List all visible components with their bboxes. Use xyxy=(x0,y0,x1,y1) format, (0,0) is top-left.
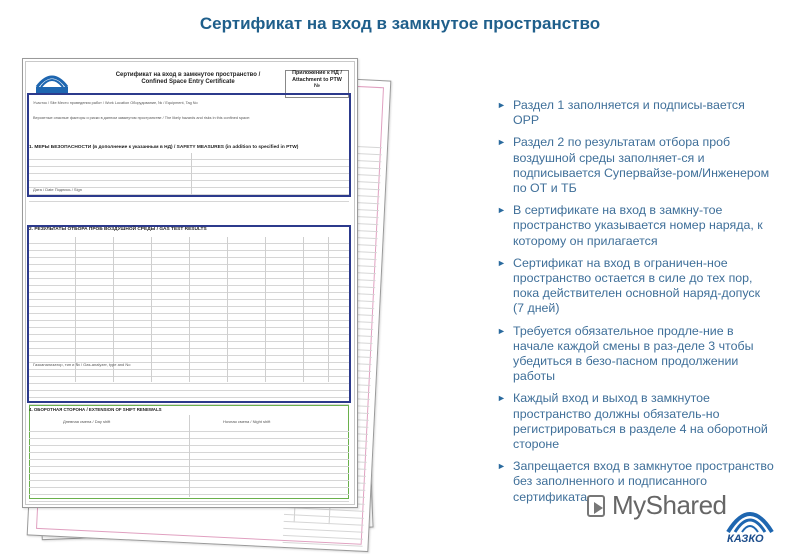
section-4-heading: 4. ОБОРОТНАЯ СТОРОНА / EXTENSION OF SHIFT RENEWALS xyxy=(29,407,162,412)
section-2-heading: 2. РЕЗУЛЬТАТЫ ОТБОРА ПРОБ ВОЗДУШНОЙ СРЕДЫ / GAS TEST RESULTS xyxy=(29,227,207,232)
bullet-text: Требуется обязательное продле-ние в начале каждой смены в раз-деле 3 чтобы убедиться в безо-пасном продолжении работы xyxy=(513,323,754,384)
day-shift-label: Дневная смена / Day shift xyxy=(63,419,111,424)
section-1-heading: 1. МЕРЫ БЕЗОПАСНОСТИ (в дополнение к указанным в НД) / SAFETY MEASURES (in addition to specified in PTW) xyxy=(29,145,299,150)
certificate-title-ru: Сертификат на вход в замкнутое пространство / xyxy=(115,72,261,78)
column-divider xyxy=(189,415,190,497)
hazards-row: Вероятные опасные факторы и риски в данном замкнутом пространстве / The likely hazards and risks in this confined space: xyxy=(33,116,251,120)
column-divider xyxy=(151,237,152,382)
section-1-signature: Дата / Date Подпись / Sign xyxy=(33,187,82,192)
company-name: КАЗКО xyxy=(727,533,764,545)
bullet-text: Раздел 1 заполняется и подписы-вается ОРР xyxy=(513,98,745,128)
triangle-right-icon: ► xyxy=(497,461,506,472)
column-divider xyxy=(303,237,304,382)
bullet-item xyxy=(492,203,774,249)
bullet-item xyxy=(492,135,774,196)
column-divider xyxy=(227,237,228,382)
triangle-right-icon: ► xyxy=(497,325,506,336)
triangle-right-icon: ► xyxy=(497,100,506,110)
column-divider xyxy=(191,153,192,195)
triangle-right-icon: ► xyxy=(497,137,506,148)
bullet-list xyxy=(492,98,774,512)
column-divider xyxy=(265,237,266,382)
myshared-logo-icon xyxy=(585,492,609,520)
top-row-fields: Участок / Site Место проведения работ / Work Location Оборудование, № / Equipment, Tag No xyxy=(33,101,198,105)
certificate-title xyxy=(93,72,283,86)
attachment-number: № xyxy=(313,83,320,89)
certificate-title-en: Confined Space Entry Certificate xyxy=(141,79,235,85)
bullet-item xyxy=(492,256,774,317)
triangle-right-icon: ► xyxy=(497,257,506,268)
bullet-text: В сертификате на вход в замкну-тое пространство указывается номер наряда, к которому он прилагается xyxy=(513,203,763,248)
bullet-item xyxy=(492,324,774,385)
attachment-ru: Приложение к НД / xyxy=(292,70,342,76)
kazko-logo-icon xyxy=(33,69,71,95)
gas-analyzer-row: Газоанализатор, тип и № / Gas-analyzer, type and No xyxy=(33,362,131,367)
column-divider xyxy=(75,237,76,382)
column-divider xyxy=(328,237,329,382)
bullet-item xyxy=(492,98,774,128)
attachment-en: Attachment to PTW xyxy=(292,76,342,83)
bullet-text: Раздел 2 по результатам отбора проб воздушной среды заполняет-ся и подписывается Супервайзе-ром/Инженером по ОТ и ТБ xyxy=(513,135,770,196)
column-divider xyxy=(113,237,114,382)
bullet-item xyxy=(492,391,774,452)
bullet-text: Запрещается вход в замкнутое пространство без заполненного и подписанного сертификата xyxy=(513,459,774,504)
certificate-front-page xyxy=(22,58,358,508)
bullet-text: Каждый вход и выход в замкнутое пространство должны обязатель-но регистрироваться в разделе 4 на оборотной стороне xyxy=(513,391,768,452)
slide-title: Сертификат на вход в замкнутое пространство xyxy=(199,14,601,33)
bullet-text: Сертификат на вход в ограничен-ное пространство остается в силе до тех пор, пока действителен основной наряд-допуск (7 дней) xyxy=(513,255,761,316)
column-divider xyxy=(189,237,190,382)
attachment-label xyxy=(285,70,349,90)
night-shift-label: Ночная смена / Night shift xyxy=(223,419,271,424)
triangle-right-icon: ► xyxy=(497,393,506,404)
myshared-watermark[interactable]: MyShared xyxy=(612,490,727,520)
section-1-rows xyxy=(29,153,349,202)
triangle-right-icon: ► xyxy=(497,205,506,216)
